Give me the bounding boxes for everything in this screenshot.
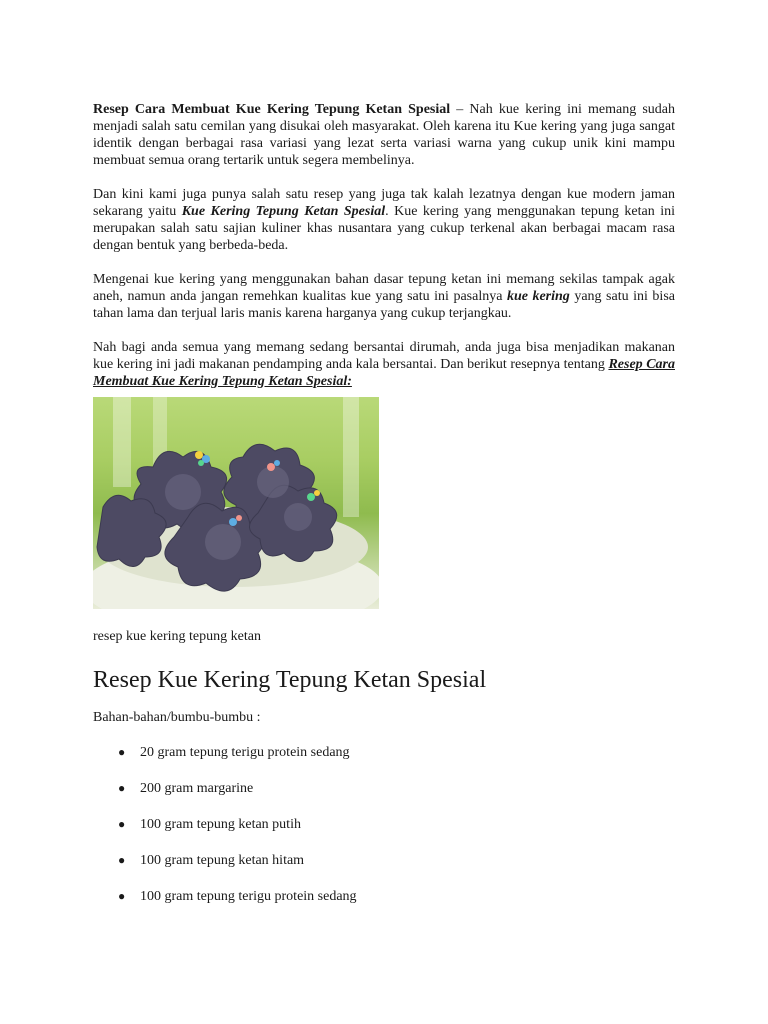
bullet-icon: ● bbox=[118, 781, 126, 795]
paragraph-2-emphasis: Kue Kering Tepung Ketan Spesial bbox=[181, 204, 386, 219]
recipe-heading: Resep Kue Kering Tepung Ketan Spesial bbox=[93, 667, 487, 693]
paragraph-3-text-b: yang satu ini bisa tahan lama dan terjual laris manis karena harganya yang cukup terjangkau. bbox=[93, 289, 675, 321]
cookie-illustration bbox=[93, 397, 379, 609]
paragraph-3 bbox=[93, 271, 675, 322]
paragraph-4-text: Nah bagi anda semua yang memang sedang bersantai dirumah, anda juga bisa menjadikan makanan kue kering ini jadi makanan pendamping anda kala bersantai. Dan berikut resepnya tentang bbox=[93, 340, 675, 372]
list-item bbox=[93, 816, 675, 852]
paragraph-3-emphasis: kue kering bbox=[506, 289, 570, 304]
paragraph-2-text-a: Dan kini kami juga punya salah satu resep yang juga tak kalah lezatnya dengan kue modern jaman sekarang yaitu bbox=[93, 187, 675, 219]
intro-text: – Nah kue kering ini memang sudah menjadi salah satu cemilan yang disukai oleh masyarakat. Oleh karena itu Kue kering yang juga sangat identik dengan berbagai rasa variasi yang lezat serta variasi warna yang cukup unik kini mampu membuat semua orang tertarik untuk segera membelinya. bbox=[93, 102, 675, 168]
list-item bbox=[93, 852, 675, 888]
bullet-icon: ● bbox=[118, 745, 126, 759]
bullet-icon: ● bbox=[118, 889, 126, 903]
list-item bbox=[93, 780, 675, 816]
recipe-link[interactable]: Resep Cara Membuat Kue Kering Tepung Ketan Spesial: bbox=[93, 357, 675, 389]
ingredient-text: 20 gram tepung terigu protein sedang bbox=[140, 745, 350, 760]
paragraph-3-text-a: Mengenai kue kering yang menggunakan bahan dasar tepung ketan ini memang sekilas tampak agak aneh, namun anda jangan remehkan kualitas kue yang satu ini pasalnya bbox=[93, 272, 675, 304]
paragraph-2-text-b: . Kue kering yang menggunakan tepung ketan ini merupakan salah satu sajian kuliner khas nusantara yang cukup terkenal akan berbagai macam rasa dengan bentuk yang berbeda-beda. bbox=[93, 204, 675, 253]
ingredient-text: 100 gram tepung ketan putih bbox=[140, 817, 301, 832]
ingredients-label: Bahan-bahan/bumbu-bumbu : bbox=[93, 710, 261, 725]
paragraph-2 bbox=[93, 186, 675, 254]
ingredient-text: 200 gram margarine bbox=[140, 781, 254, 796]
intro-title: Resep Cara Membuat Kue Kering Tepung Ketan Spesial bbox=[93, 102, 451, 117]
bullet-icon: ● bbox=[118, 817, 126, 831]
list-item bbox=[93, 744, 675, 780]
list-item bbox=[93, 888, 675, 924]
ingredient-text: 100 gram tepung ketan hitam bbox=[140, 853, 305, 868]
bullet-icon: ● bbox=[118, 853, 126, 867]
intro-paragraph bbox=[93, 101, 675, 169]
cookie-photo bbox=[93, 397, 379, 609]
ingredient-text: 100 gram tepung terigu protein sedang bbox=[140, 889, 357, 904]
ingredients-list bbox=[93, 744, 675, 924]
paragraph-4 bbox=[93, 339, 675, 390]
document-page bbox=[93, 101, 675, 924]
image-caption: resep kue kering tepung ketan bbox=[93, 629, 261, 644]
